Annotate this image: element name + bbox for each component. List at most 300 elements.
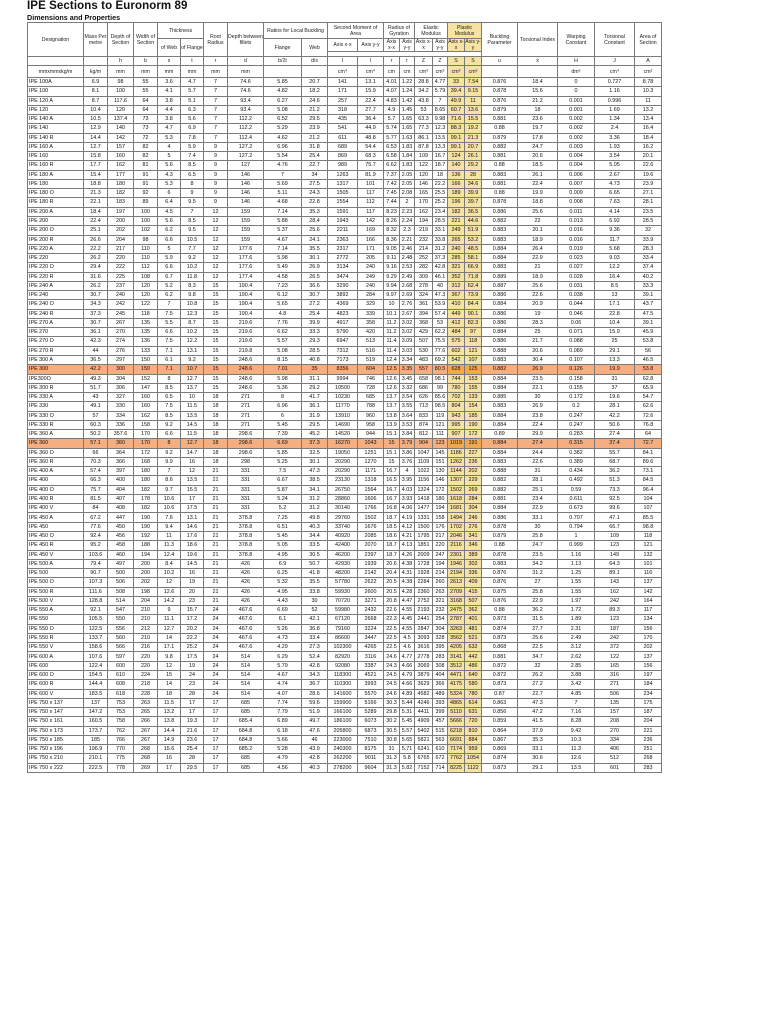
- value-cell: 6.53: [384, 142, 400, 151]
- value-cell: 0.867: [482, 735, 518, 744]
- value-cell: 686: [415, 383, 433, 392]
- table-row: [28, 244, 662, 253]
- value-cell: 0.001: [558, 96, 595, 105]
- table-row: [28, 309, 662, 318]
- value-cell: 27: [518, 578, 558, 587]
- value-cell: 5.65: [400, 735, 415, 744]
- value-cell: 30.4: [518, 355, 558, 364]
- value-cell: 18.5: [384, 522, 400, 531]
- value-cell: 0.868: [482, 643, 518, 652]
- table-row: [28, 504, 662, 513]
- value-cell: 75.5: [433, 337, 448, 346]
- value-cell: 3.02: [400, 318, 415, 327]
- value-cell: 7762: [448, 754, 465, 763]
- value-cell: 31.3: [384, 754, 400, 763]
- value-cell: 6.12: [264, 291, 302, 300]
- value-cell: 28.8: [415, 78, 433, 87]
- value-cell: 42.2: [84, 365, 108, 374]
- value-cell: 6.5: [181, 170, 204, 179]
- value-cell: 0.878: [482, 198, 518, 207]
- value-cell: 19.9: [518, 189, 558, 198]
- value-cell: 5324: [448, 689, 465, 698]
- designation-cell: IPE 360 A: [28, 430, 84, 439]
- value-cell: 7: [204, 124, 228, 133]
- value-cell: 205800: [328, 726, 358, 735]
- value-cell: 672: [433, 754, 448, 763]
- table-row: [28, 328, 662, 337]
- value-cell: 3290: [328, 281, 358, 290]
- value-cell: 13.5: [433, 133, 448, 142]
- value-cell: 21: [204, 587, 228, 596]
- page-subtitle: Dimensions and Properties: [27, 13, 121, 22]
- value-cell: 165: [595, 661, 635, 670]
- value-cell: 81.5: [84, 494, 108, 503]
- value-cell: 18.8: [518, 198, 558, 207]
- value-cell: 2668: [358, 615, 384, 624]
- value-cell: 1263: [328, 170, 358, 179]
- value-cell: 4.73: [264, 633, 302, 642]
- value-cell: 22.4: [518, 420, 558, 429]
- value-cell: 5: [158, 152, 181, 161]
- value-cell: 121: [433, 420, 448, 429]
- header-buckling: Buckling Parameter: [482, 23, 518, 57]
- value-cell: 304: [108, 374, 134, 383]
- value-cell: 302: [465, 559, 482, 568]
- designation-cell: IPE 750 x 147: [28, 708, 84, 717]
- value-cell: 309: [415, 272, 433, 281]
- value-cell: 17.7: [84, 161, 108, 170]
- value-cell: 4.66: [400, 680, 415, 689]
- value-cell: 1.13: [558, 559, 595, 568]
- value-cell: 3.45: [400, 374, 415, 383]
- value-cell: 13.5: [181, 411, 204, 420]
- symbol-cell: I: [358, 57, 384, 66]
- value-cell: 49.8: [302, 513, 328, 522]
- header-torsional-index: Torsional Index: [518, 23, 558, 57]
- value-cell: 22.6: [518, 457, 558, 466]
- value-cell: 40.2: [635, 272, 662, 281]
- value-cell: 5.88: [264, 216, 302, 225]
- value-cell: 618: [108, 689, 134, 698]
- value-cell: 268: [635, 754, 662, 763]
- value-cell: 26.2: [518, 671, 558, 680]
- designation-cell: IPE300O: [28, 374, 84, 383]
- header-axis-xx: Axis x-x: [448, 39, 464, 51]
- value-cell: 0.727: [595, 78, 635, 87]
- value-cell: 26.9: [518, 365, 558, 374]
- value-cell: 3993: [358, 680, 384, 689]
- value-cell: 0.881: [482, 652, 518, 661]
- value-cell: 122.5: [84, 624, 108, 633]
- value-cell: 28.3: [518, 318, 558, 327]
- value-cell: 6241: [415, 745, 433, 754]
- value-cell: 407: [108, 494, 134, 503]
- value-cell: 21: [204, 596, 228, 605]
- value-cell: 1500: [415, 522, 433, 531]
- value-cell: 18: [204, 393, 228, 402]
- value-cell: 119: [433, 411, 448, 420]
- table-row: [28, 124, 662, 133]
- value-cell: 20.5: [384, 587, 400, 596]
- value-cell: 4.6: [400, 643, 415, 652]
- value-cell: 5.9: [181, 142, 204, 151]
- value-cell: 111.6: [84, 587, 108, 596]
- value-cell: 194: [415, 216, 433, 225]
- header-area: Area of Section: [635, 23, 662, 57]
- value-cell: 21.2: [518, 96, 558, 105]
- value-cell: 14.5: [181, 559, 204, 568]
- value-cell: 4.58: [264, 272, 302, 281]
- value-cell: 263: [433, 587, 448, 596]
- value-cell: 9.8: [181, 291, 204, 300]
- value-cell: 11.4: [384, 346, 400, 355]
- value-cell: 4909: [415, 717, 433, 726]
- value-cell: 6.25: [264, 569, 302, 578]
- value-cell: 8: [181, 179, 204, 188]
- table-row: [28, 717, 662, 726]
- value-cell: 17: [181, 698, 204, 707]
- value-cell: 481: [465, 624, 482, 633]
- value-cell: 762: [108, 726, 134, 735]
- designation-cell: IPE 500 V: [28, 596, 84, 605]
- value-cell: 2613: [448, 578, 465, 587]
- value-cell: 146: [228, 189, 264, 198]
- value-cell: 22.2: [433, 179, 448, 188]
- unit-cell: dm⁶: [558, 66, 595, 78]
- value-cell: 0.004: [558, 161, 595, 170]
- value-cell: 142: [108, 133, 134, 142]
- designation-cell: IPE 270 A: [28, 318, 84, 327]
- value-cell: 20.7: [465, 142, 482, 151]
- value-cell: 341: [465, 532, 482, 541]
- value-cell: 158: [134, 420, 158, 429]
- value-cell: 29.3: [302, 337, 328, 346]
- value-cell: 182: [448, 207, 465, 216]
- value-cell: 140: [108, 124, 134, 133]
- value-cell: 6.52: [264, 115, 302, 124]
- value-cell: 2009: [415, 550, 433, 559]
- value-cell: 248.6: [228, 355, 264, 364]
- value-cell: 4.77: [400, 652, 415, 661]
- value-cell: 7.4: [181, 152, 204, 161]
- value-cell: 132: [635, 550, 662, 559]
- value-cell: 0.382: [558, 448, 595, 457]
- value-cell: 11: [635, 96, 662, 105]
- value-cell: 133: [465, 393, 482, 402]
- value-cell: 13: [595, 291, 635, 300]
- value-cell: 13.2: [635, 105, 662, 114]
- designation-cell: IPE 220 O: [28, 263, 84, 272]
- value-cell: 318: [328, 105, 358, 114]
- value-cell: 8.65: [433, 105, 448, 114]
- value-cell: 4917: [328, 318, 358, 327]
- value-cell: 26.9: [518, 402, 558, 411]
- header-width: Width of Section: [134, 23, 158, 57]
- value-cell: 12: [204, 216, 228, 225]
- value-cell: 5.5: [158, 318, 181, 327]
- value-cell: 31.8: [302, 142, 328, 151]
- value-cell: 5.08: [264, 346, 302, 355]
- designation-cell: IPE 400 R: [28, 494, 84, 503]
- value-cell: 4.21: [400, 532, 415, 541]
- value-cell: 31.3: [384, 763, 400, 772]
- value-cell: 330: [108, 402, 134, 411]
- value-cell: 242: [595, 596, 635, 605]
- unit-cell: mmxmmxkg/m: [28, 66, 84, 78]
- value-cell: 321: [433, 596, 448, 605]
- table-row: [28, 633, 662, 642]
- table-row: [28, 467, 662, 476]
- value-cell: 12.3: [181, 309, 204, 318]
- designation-cell: IPE 450 V: [28, 550, 84, 559]
- value-cell: 519: [358, 355, 384, 364]
- value-cell: 99.1: [448, 142, 465, 151]
- value-cell: 10: [181, 393, 204, 402]
- value-cell: 57: [84, 411, 108, 420]
- value-cell: 29.5: [302, 115, 328, 124]
- value-cell: 610: [108, 671, 134, 680]
- value-cell: 210: [134, 633, 158, 642]
- value-cell: 1019: [448, 439, 465, 448]
- value-cell: 155: [465, 383, 482, 392]
- value-cell: 15.7: [181, 606, 204, 615]
- value-cell: 21: [204, 569, 228, 578]
- value-cell: 9.98: [433, 115, 448, 124]
- value-cell: 3069: [415, 661, 433, 670]
- value-cell: 20290: [328, 457, 358, 466]
- value-cell: 3.6: [158, 78, 181, 87]
- table-row: [28, 96, 662, 105]
- value-cell: 17.5: [181, 652, 204, 661]
- value-cell: 84.4: [465, 300, 482, 309]
- value-cell: 7.8: [181, 133, 204, 142]
- unit-cell: kg/m: [84, 66, 108, 78]
- value-cell: 12: [204, 244, 228, 253]
- value-cell: 0.886: [482, 318, 518, 327]
- value-cell: 3.93: [400, 494, 415, 503]
- value-cell: 23.4: [433, 207, 448, 216]
- value-cell: 24.3: [302, 189, 328, 198]
- value-cell: 0.071: [558, 328, 595, 337]
- value-cell: 0.027: [558, 263, 595, 272]
- value-cell: 283: [635, 763, 662, 772]
- header-designation: Designation: [28, 23, 84, 57]
- value-cell: 1.34: [595, 115, 635, 124]
- value-cell: 420: [358, 328, 384, 337]
- value-cell: 0.247: [558, 420, 595, 429]
- value-cell: 90.1: [465, 309, 482, 318]
- value-cell: 21: [204, 485, 228, 494]
- value-cell: 1.63: [400, 133, 415, 142]
- value-cell: 160: [108, 152, 134, 161]
- value-cell: 214: [433, 569, 448, 578]
- value-cell: 16.8: [384, 504, 400, 513]
- value-cell: 8.5: [181, 216, 204, 225]
- value-cell: 404: [108, 485, 134, 494]
- value-cell: 6.7: [158, 272, 181, 281]
- value-cell: 0.001: [558, 105, 595, 114]
- value-cell: 20.6: [518, 152, 558, 161]
- value-cell: 265: [448, 235, 465, 244]
- value-cell: 9.36: [595, 226, 635, 235]
- value-cell: 0.881: [482, 115, 518, 124]
- value-cell: 36.2: [595, 467, 635, 476]
- designation-cell: IPE 140: [28, 124, 84, 133]
- value-cell: 1.42: [400, 96, 415, 105]
- value-cell: 26.2: [84, 254, 108, 263]
- value-cell: 4369: [328, 300, 358, 309]
- value-cell: 57.4: [84, 467, 108, 476]
- value-cell: 59930: [328, 587, 358, 596]
- value-cell: 66: [84, 448, 108, 457]
- table-row: [28, 476, 662, 485]
- value-cell: 57.1: [84, 439, 108, 448]
- value-cell: 197: [108, 207, 134, 216]
- value-cell: 34.7: [518, 652, 558, 661]
- value-cell: 187: [595, 624, 635, 633]
- value-cell: 7.5: [264, 467, 302, 476]
- value-cell: 9.2: [158, 420, 181, 429]
- value-cell: 2.48: [400, 254, 415, 263]
- value-cell: 35.5: [302, 578, 328, 587]
- value-cell: 5.68: [595, 244, 635, 253]
- value-cell: 221: [635, 726, 662, 735]
- value-cell: 1618: [448, 494, 465, 503]
- value-cell: 214: [415, 244, 433, 253]
- value-cell: 267: [134, 735, 158, 744]
- unit-cell: mm: [228, 66, 264, 78]
- value-cell: 327: [108, 393, 134, 402]
- value-cell: 1.69: [595, 105, 635, 114]
- value-cell: 7.63: [595, 198, 635, 207]
- value-cell: 12.6: [384, 383, 400, 392]
- value-cell: 19.7: [518, 124, 558, 133]
- value-cell: 6.89: [264, 717, 302, 726]
- value-cell: 753: [108, 698, 134, 707]
- value-cell: 180: [108, 179, 134, 188]
- value-cell: 7174: [448, 745, 465, 754]
- value-cell: 702: [448, 393, 465, 402]
- value-cell: 64: [134, 96, 158, 105]
- value-cell: 33.1: [518, 745, 558, 754]
- value-cell: 467.6: [228, 624, 264, 633]
- value-cell: 33.8: [433, 235, 448, 244]
- designation-cell: IPE 140 R: [28, 133, 84, 142]
- value-cell: 117: [635, 606, 662, 615]
- value-cell: 173.7: [84, 726, 108, 735]
- table-row: [28, 652, 662, 661]
- value-cell: 98.8: [635, 522, 662, 531]
- value-cell: 406: [595, 745, 635, 754]
- value-cell: 9.03: [595, 254, 635, 263]
- designation-cell: IPE 300: [28, 365, 84, 374]
- value-cell: 33.3: [302, 328, 328, 337]
- value-cell: 6.65: [595, 189, 635, 198]
- value-cell: 0.884: [482, 374, 518, 383]
- value-cell: 25.2: [181, 643, 204, 652]
- value-cell: 99: [433, 383, 448, 392]
- value-cell: 20.6: [518, 346, 558, 355]
- value-cell: 134: [635, 615, 662, 624]
- value-cell: 165: [415, 189, 433, 198]
- value-cell: 4.5: [158, 207, 181, 216]
- value-cell: 271: [228, 402, 264, 411]
- value-cell: 0.873: [482, 633, 518, 642]
- value-cell: 4.43: [264, 596, 302, 605]
- value-cell: 298.6: [228, 439, 264, 448]
- value-cell: 137: [84, 698, 108, 707]
- value-cell: 23.9: [635, 179, 662, 188]
- value-cell: 5.82: [400, 763, 415, 772]
- value-cell: 42.1: [302, 615, 328, 624]
- value-cell: 116: [635, 569, 662, 578]
- value-cell: 3629: [415, 680, 433, 689]
- symbol-cell: Z: [415, 57, 433, 66]
- value-cell: 0.88: [482, 189, 518, 198]
- value-cell: 12: [204, 254, 228, 263]
- value-cell: 3.09: [400, 337, 415, 346]
- value-cell: 197: [635, 671, 662, 680]
- value-cell: 9.7: [158, 485, 181, 494]
- value-cell: 507: [415, 337, 433, 346]
- value-cell: 26.9: [302, 263, 328, 272]
- value-cell: 17.6: [181, 532, 204, 541]
- value-cell: 4.79: [264, 754, 302, 763]
- value-cell: 1.24: [400, 87, 415, 96]
- value-cell: 176: [433, 522, 448, 531]
- value-cell: 7152: [415, 763, 433, 772]
- value-cell: 9.94: [384, 281, 400, 290]
- value-cell: 995: [448, 420, 465, 429]
- value-cell: 770: [108, 745, 134, 754]
- value-cell: 746: [358, 374, 384, 383]
- value-cell: 2.31: [558, 624, 595, 633]
- value-cell: 146: [228, 179, 264, 188]
- value-cell: 5.3: [158, 133, 181, 142]
- table-row: [28, 87, 662, 96]
- value-cell: 91: [134, 170, 158, 179]
- value-cell: 467.6: [228, 643, 264, 652]
- value-cell: 12: [204, 226, 228, 235]
- value-cell: 46.1: [433, 272, 448, 281]
- value-cell: 282: [415, 263, 433, 272]
- value-cell: 186100: [328, 717, 358, 726]
- value-cell: 10.2: [181, 263, 204, 272]
- value-cell: 4.1: [158, 87, 181, 96]
- value-cell: 4823: [328, 309, 358, 318]
- value-cell: 8: [264, 393, 302, 402]
- value-cell: 14.9: [158, 735, 181, 744]
- value-cell: 125: [465, 365, 482, 374]
- value-cell: 0.492: [558, 476, 595, 485]
- value-cell: 1.83: [400, 161, 415, 170]
- value-cell: 497: [108, 559, 134, 568]
- value-cell: 6.9: [181, 124, 204, 133]
- value-cell: 6: [158, 189, 181, 198]
- value-cell: 19.6: [635, 170, 662, 179]
- value-cell: 70.3: [84, 457, 108, 466]
- value-cell: 31: [518, 467, 558, 476]
- value-cell: 31.5: [518, 615, 558, 624]
- value-cell: 19: [181, 661, 204, 670]
- value-cell: 580: [465, 680, 482, 689]
- value-cell: 429: [415, 328, 433, 337]
- designation-cell: IPE 750 x 196: [28, 745, 84, 754]
- value-cell: 515: [433, 726, 448, 735]
- value-cell: 728: [358, 383, 384, 392]
- value-cell: 17.1: [158, 643, 181, 652]
- value-cell: 64: [635, 430, 662, 439]
